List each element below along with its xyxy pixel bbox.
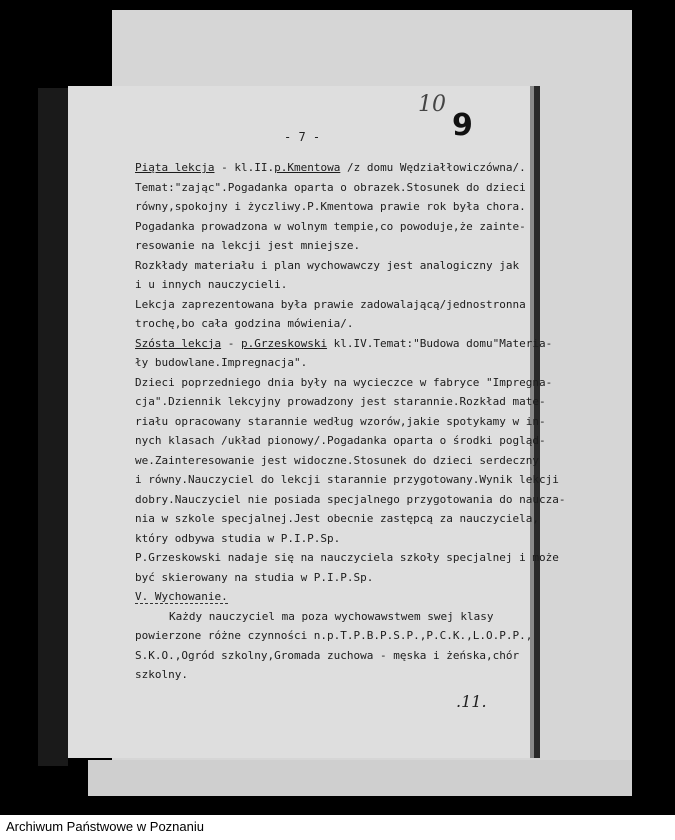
background-strip — [88, 760, 632, 796]
text-line — [135, 256, 530, 276]
text-segment: Rozkłady materiału i plan wychowawczy jest analogiczny jak — [135, 258, 520, 272]
text-segment: szkolny. — [135, 668, 188, 681]
text-line — [135, 470, 559, 490]
text-line — [135, 295, 530, 315]
text-line — [135, 217, 530, 237]
text-segment: - — [221, 336, 241, 350]
text-line — [135, 412, 546, 432]
page-left-edge — [38, 88, 68, 766]
text-segment: cja".Dziennik lekcyjny prowadzony jest starannie.Rozkład mate- — [135, 395, 546, 408]
text-segment: powierzone różne czynności n.p.T.P.B.P.S.P.,P.C.K.,L.O.P.P., — [135, 629, 533, 642]
text-segment: który odbywa studia w P.I.P.Sp. — [135, 531, 341, 545]
text-segment: Lekcja zaprezentowana była prawie zadowalającą/jednostronna — [135, 297, 526, 311]
text-segment: równy,spokojny i życzliwy.P.Kmentowa prawie rok była chora. — [135, 200, 526, 213]
text-line — [135, 158, 530, 178]
text-segment: Piąta lekcja — [135, 161, 215, 174]
text-segment: S.K.O.,Ogród szkolny,Gromada zuchowa - męska i żeńska,chór — [135, 648, 520, 662]
text-segment: riału opracowany starannie według wzorów,jakie spotykamy w in- — [135, 414, 546, 428]
text-segment: kl.IV.Temat:"Budowa domu"Materia- — [327, 336, 553, 350]
text-line — [135, 314, 530, 334]
text-line — [135, 451, 539, 471]
text-segment: ły budowlane.Impregnacja". — [135, 356, 308, 369]
text-segment: /z domu Wędziałłowiczówna/. — [340, 161, 526, 174]
text-line — [135, 275, 530, 295]
text-line — [135, 587, 530, 607]
text-line — [135, 568, 530, 588]
text-line — [135, 431, 546, 451]
text-line — [135, 490, 566, 510]
text-line — [135, 529, 530, 549]
document-body — [135, 158, 566, 685]
text-segment: Temat:"zając".Pogadanka oparta o obrazek.Stosunek do dzieci — [135, 180, 526, 194]
text-segment: Każdy nauczyciel ma poza wychowawstwem swej klasy — [169, 609, 494, 623]
text-line — [135, 197, 530, 217]
text-segment: dobry.Nauczyciel nie posiada specjalnego przygotowania do naucza- — [135, 492, 566, 506]
text-segment: V. Wychowanie. — [135, 590, 228, 603]
text-segment: Dzieci poprzedniego dnia były na wycieczce w fabryce "Impregna- — [135, 375, 553, 389]
text-line — [135, 392, 546, 412]
text-segment: resowanie na lekcji jest mniejsze. — [135, 239, 361, 252]
text-line — [135, 646, 530, 666]
text-line — [135, 548, 559, 568]
text-line — [135, 373, 553, 393]
text-line — [135, 626, 533, 646]
text-line — [135, 178, 530, 198]
text-segment: p.Kmentowa — [274, 161, 341, 174]
text-line — [135, 665, 530, 685]
text-segment: Pogadanka prowadzona w wolnym tempie,co powoduje,że zainte- — [135, 219, 526, 233]
stamp-number: 9 — [452, 108, 473, 143]
archive-name: Archiwum Państwowe w Poznaniu — [6, 819, 204, 834]
text-line — [135, 334, 553, 354]
page-number: - 7 - — [284, 130, 321, 144]
footer-bar — [0, 815, 675, 840]
text-segment: Szósta lekcja — [135, 336, 222, 350]
text-segment: P.Grzeskowski nadaje się na nauczyciela szkoły specjalnej i może — [135, 551, 559, 564]
text-segment: we.Zainteresowanie jest widoczne.Stosunek do dzieci serdeczny — [135, 453, 539, 467]
text-line — [135, 353, 530, 373]
text-segment: trochę,bo cała godzina mówienia/. — [135, 317, 354, 330]
text-segment: nych klasach /układ pionowy/.Pogadanka oparta o środki pogląd- — [135, 434, 546, 447]
text-segment: nia w szkole specjalnej.Jest obecnie zastępcą za nauczyciela, — [135, 512, 539, 525]
handwritten-number: 10 — [418, 92, 446, 117]
text-segment: i równy.Nauczyciel do lekcji starannie przygotowany.Wynik lekcji — [135, 473, 559, 486]
text-line — [135, 236, 530, 256]
text-segment: i u innych nauczycieli. — [135, 278, 288, 291]
text-segment: - kl.II. — [214, 161, 275, 174]
text-segment: być skierowany na studia w P.I.P.Sp. — [135, 570, 374, 584]
continuation-mark: .11. — [456, 692, 487, 711]
text-line — [135, 509, 539, 529]
text-line — [135, 607, 530, 627]
text-segment: p.Grzeskowski — [240, 336, 328, 350]
